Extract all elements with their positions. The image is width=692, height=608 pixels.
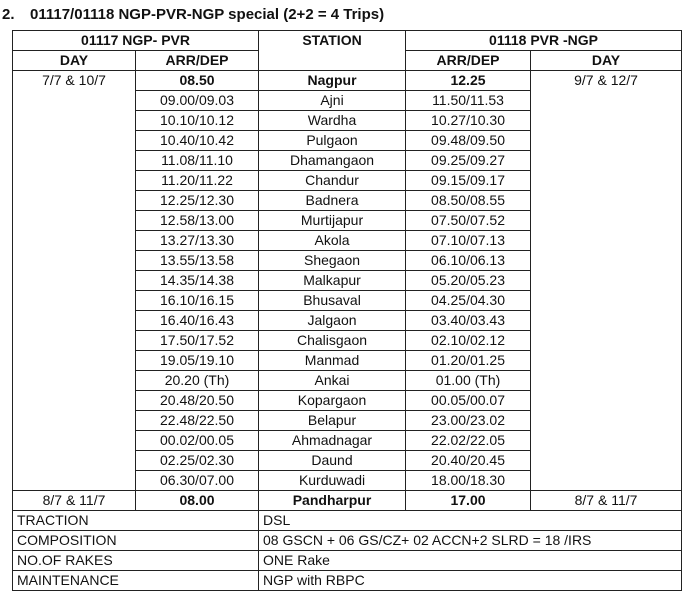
table-row [13, 291, 682, 311]
station-cell: Chalisgaon [259, 331, 406, 351]
arrdep-right-cell: 22.02/22.05 [406, 431, 531, 451]
arrdep-right-cell: 03.40/03.43 [406, 311, 531, 331]
arrdep-left-cell: 13.55/13.58 [136, 251, 259, 271]
day-right-cell [531, 331, 682, 351]
station-cell: Badnera [259, 191, 406, 211]
arrdep-left-cell: 09.00/09.03 [136, 91, 259, 111]
arrdep-right-cell: 09.25/09.27 [406, 151, 531, 171]
day-left-cell: 8/7 & 11/7 [13, 491, 136, 511]
table-row [13, 431, 682, 451]
station-cell: Jalgaon [259, 311, 406, 331]
info-row [13, 571, 682, 591]
info-row [13, 531, 682, 551]
arrdep-right-cell: 11.50/11.53 [406, 91, 531, 111]
arrdep-left-cell: 13.27/13.30 [136, 231, 259, 251]
day-left-header: DAY [13, 51, 136, 71]
day-right-cell [531, 431, 682, 451]
train-right-header: 01118 PVR -NGP [406, 31, 682, 51]
station-cell: Nagpur [259, 71, 406, 91]
station-cell: Kurduwadi [259, 471, 406, 491]
table-row [13, 351, 682, 371]
arrdep-left-cell: 19.05/19.10 [136, 351, 259, 371]
station-cell: Ajni [259, 91, 406, 111]
day-right-cell [531, 411, 682, 431]
info-row [13, 551, 682, 571]
day-left-cell [13, 151, 136, 171]
table-row [13, 71, 682, 91]
station-cell: Akola [259, 231, 406, 251]
day-left-cell [13, 391, 136, 411]
table-row [13, 271, 682, 291]
day-left-cell [13, 331, 136, 351]
day-right-cell [531, 211, 682, 231]
day-left-cell [13, 91, 136, 111]
day-right-cell [531, 171, 682, 191]
arrdep-right-cell: 10.27/10.30 [406, 111, 531, 131]
table-row [13, 171, 682, 191]
arrdep-right-cell: 07.50/07.52 [406, 211, 531, 231]
station-cell: Pandharpur [259, 491, 406, 511]
day-right-cell [531, 231, 682, 251]
station-cell: Belapur [259, 411, 406, 431]
day-right-cell [531, 311, 682, 331]
arrdep-left-cell: 06.30/07.00 [136, 471, 259, 491]
day-left-cell [13, 171, 136, 191]
day-left-cell [13, 191, 136, 211]
day-left-cell [13, 111, 136, 131]
day-right-cell [531, 271, 682, 291]
info-value: 08 GSCN + 06 GS/CZ+ 02 ACCN+2 SLRD = 18 /IRS [259, 531, 682, 551]
arrdep-right-cell: 20.40/20.45 [406, 451, 531, 471]
day-right-cell [531, 151, 682, 171]
day-left-cell [13, 431, 136, 451]
station-cell: Bhusaval [259, 291, 406, 311]
day-left-cell [13, 451, 136, 471]
station-cell: Murtijapur [259, 211, 406, 231]
arrdep-left-cell: 11.20/11.22 [136, 171, 259, 191]
table-row [13, 231, 682, 251]
arrdep-right-cell: 02.10/02.12 [406, 331, 531, 351]
arrdep-left-cell: 14.35/14.38 [136, 271, 259, 291]
station-cell: Wardha [259, 111, 406, 131]
arrdep-left-cell: 20.48/20.50 [136, 391, 259, 411]
arrdep-right-cell: 01.00 (Th) [406, 371, 531, 391]
table-row [13, 251, 682, 271]
day-right-cell: 9/7 & 12/7 [531, 71, 682, 91]
arrdep-left-cell: 20.20 (Th) [136, 371, 259, 391]
arrdep-right-cell: 04.25/04.30 [406, 291, 531, 311]
train-left-header: 01117 NGP- PVR [13, 31, 259, 51]
info-label: COMPOSITION [13, 531, 259, 551]
day-left-cell [13, 211, 136, 231]
schedule-heading [2, 6, 384, 23]
table-row [13, 311, 682, 331]
info-value: NGP with RBPC [259, 571, 682, 591]
day-right-cell: 8/7 & 11/7 [531, 491, 682, 511]
day-right-cell [531, 391, 682, 411]
day-right-header: DAY [531, 51, 682, 71]
heading-number: 2. [2, 6, 15, 23]
day-right-cell [531, 131, 682, 151]
day-left-cell [13, 271, 136, 291]
arrdep-left-cell: 11.08/11.10 [136, 151, 259, 171]
info-label: NO.OF RAKES [13, 551, 259, 571]
table-row [13, 451, 682, 471]
table-row [13, 491, 682, 511]
arrdep-right-cell: 12.25 [406, 71, 531, 91]
info-value: ONE Rake [259, 551, 682, 571]
day-right-cell [531, 251, 682, 271]
info-label: TRACTION [13, 511, 259, 531]
arrdep-right-cell: 05.20/05.23 [406, 271, 531, 291]
arrdep-left-cell: 10.40/10.42 [136, 131, 259, 151]
day-left-cell [13, 131, 136, 151]
info-value: DSL [259, 511, 682, 531]
day-left-cell [13, 231, 136, 251]
table-row [13, 131, 682, 151]
arrdep-right-cell: 18.00/18.30 [406, 471, 531, 491]
day-left-cell [13, 411, 136, 431]
arrdep-left-cell: 02.25/02.30 [136, 451, 259, 471]
day-left-cell [13, 311, 136, 331]
day-right-cell [531, 451, 682, 471]
arrdep-left-cell: 22.48/22.50 [136, 411, 259, 431]
day-right-cell [531, 111, 682, 131]
heading-title: 01117/01118 NGP-PVR-NGP special (2+2 = 4 Trips) [30, 6, 385, 23]
day-right-cell [531, 371, 682, 391]
station-cell: Manmad [259, 351, 406, 371]
station-cell: Malkapur [259, 271, 406, 291]
station-cell: Shegaon [259, 251, 406, 271]
station-cell: Kopargaon [259, 391, 406, 411]
arrdep-left-cell: 16.40/16.43 [136, 311, 259, 331]
station-header: STATION [259, 31, 406, 71]
table-row [13, 391, 682, 411]
table-row [13, 211, 682, 231]
station-cell: Dhamangaon [259, 151, 406, 171]
day-left-cell [13, 351, 136, 371]
train-header-row [13, 31, 682, 51]
arrdep-left-cell: 12.58/13.00 [136, 211, 259, 231]
day-left-cell [13, 291, 136, 311]
table-row [13, 411, 682, 431]
arrdep-left-cell: 08.00 [136, 491, 259, 511]
table-row [13, 151, 682, 171]
info-label: MAINTENANCE [13, 571, 259, 591]
arrdep-right-header: ARR/DEP [406, 51, 531, 71]
arrdep-left-cell: 00.02/00.05 [136, 431, 259, 451]
day-left-cell: 7/7 & 10/7 [13, 71, 136, 91]
arrdep-left-header: ARR/DEP [136, 51, 259, 71]
arrdep-right-cell: 23.00/23.02 [406, 411, 531, 431]
arrdep-right-cell: 01.20/01.25 [406, 351, 531, 371]
table-row [13, 111, 682, 131]
table-row [13, 191, 682, 211]
table-row [13, 471, 682, 491]
day-left-cell [13, 371, 136, 391]
day-right-cell [531, 351, 682, 371]
day-left-cell [13, 471, 136, 491]
arrdep-right-cell: 09.15/09.17 [406, 171, 531, 191]
timetable [12, 30, 682, 591]
station-cell: Chandur [259, 171, 406, 191]
arrdep-right-cell: 00.05/00.07 [406, 391, 531, 411]
station-cell: Ahmadnagar [259, 431, 406, 451]
arrdep-left-cell: 08.50 [136, 71, 259, 91]
arrdep-left-cell: 17.50/17.52 [136, 331, 259, 351]
arrdep-right-cell: 17.00 [406, 491, 531, 511]
info-row [13, 511, 682, 531]
arrdep-right-cell: 07.10/07.13 [406, 231, 531, 251]
arrdep-right-cell: 08.50/08.55 [406, 191, 531, 211]
day-right-cell [531, 471, 682, 491]
station-cell: Daund [259, 451, 406, 471]
station-cell: Ankai [259, 371, 406, 391]
arrdep-left-cell: 16.10/16.15 [136, 291, 259, 311]
arrdep-left-cell: 12.25/12.30 [136, 191, 259, 211]
day-right-cell [531, 91, 682, 111]
day-right-cell [531, 191, 682, 211]
day-left-cell [13, 251, 136, 271]
table-row [13, 371, 682, 391]
day-right-cell [531, 291, 682, 311]
arrdep-right-cell: 09.48/09.50 [406, 131, 531, 151]
arrdep-right-cell: 06.10/06.13 [406, 251, 531, 271]
station-cell: Pulgaon [259, 131, 406, 151]
table-row [13, 91, 682, 111]
arrdep-left-cell: 10.10/10.12 [136, 111, 259, 131]
table-row [13, 331, 682, 351]
